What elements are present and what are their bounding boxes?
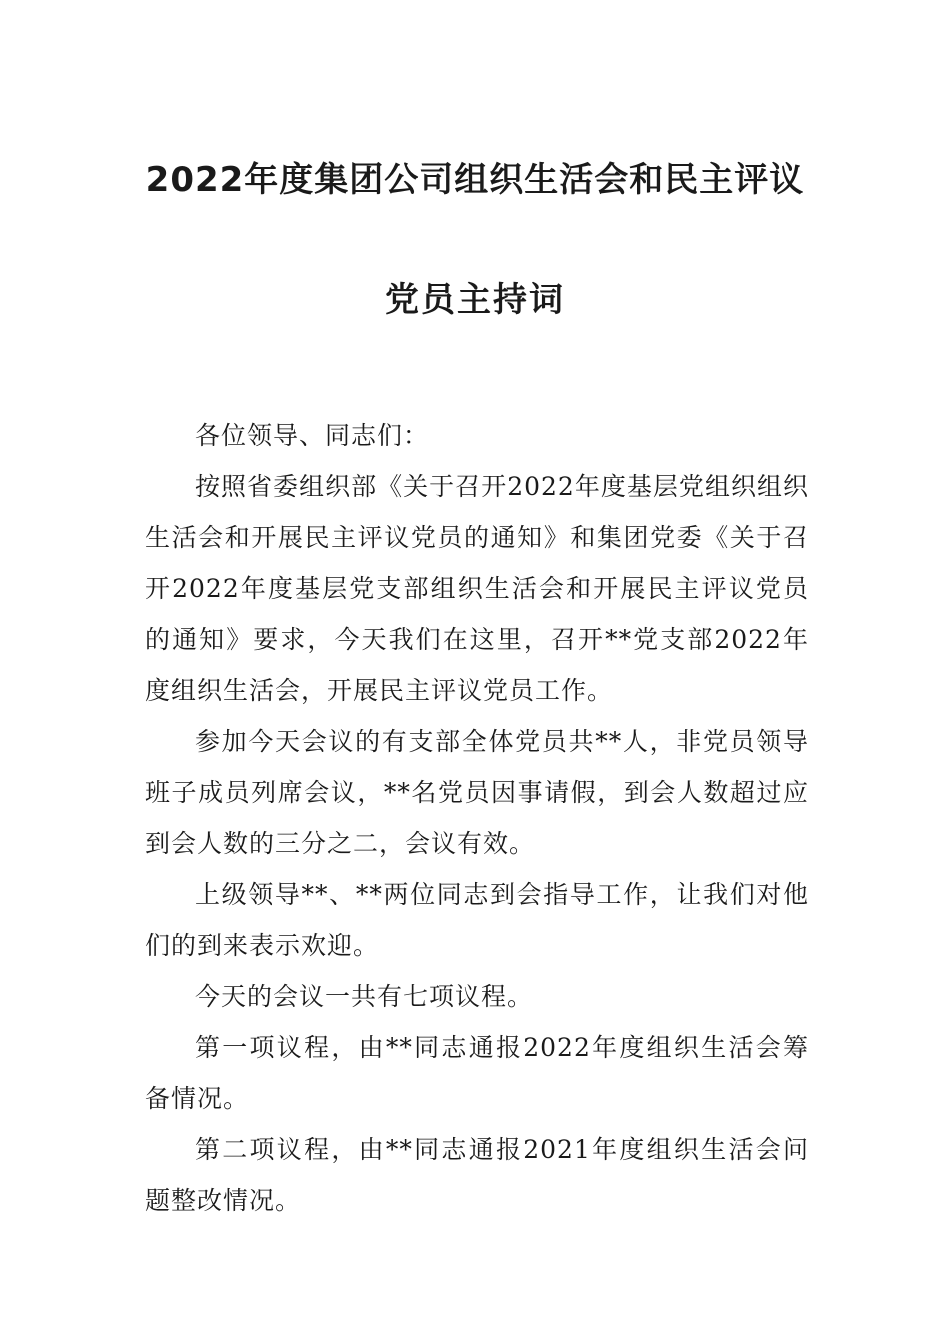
paragraph-welcome: 上级领导**、**两位同志到会指导工作，让我们对他们的到来表示欢迎。: [145, 880, 809, 960]
document-title-line-2: 党员主持词: [385, 280, 565, 320]
paragraph-agenda-count: 今天的会议一共有七项议程。: [195, 982, 534, 1011]
paragraph-notice: 按照省委组织部《关于召开2022年度基层党组织组织生活会和开展民主评议党员的通知》和集团党委《关于召开2022年度基层党支部组织生活会和开展民主评议党员的通知》要求，今天我们在这里，召开**党支部2022年度组织生活会，开展民主评议党员工作。: [145, 472, 809, 705]
document-title-line-1: 2022年度集团公司组织生活会和民主评议: [145, 160, 805, 200]
paragraph-attendance: 参加今天会议的有支部全体党员共**人，非党员领导班子成员列席会议，**名党员因事请假，到会人数超过应到会人数的三分之二，会议有效。: [145, 727, 809, 858]
paragraph-agenda-item-2: 第二项议程，由**同志通报2021年度组织生活会问题整改情况。: [145, 1135, 809, 1215]
paragraph-agenda-item-1: 第一项议程，由**同志通报2022年度组织生活会筹备情况。: [145, 1033, 809, 1113]
document-body: [145, 410, 809, 1226]
paragraph-greeting: 各位领导、同志们：: [195, 421, 430, 450]
